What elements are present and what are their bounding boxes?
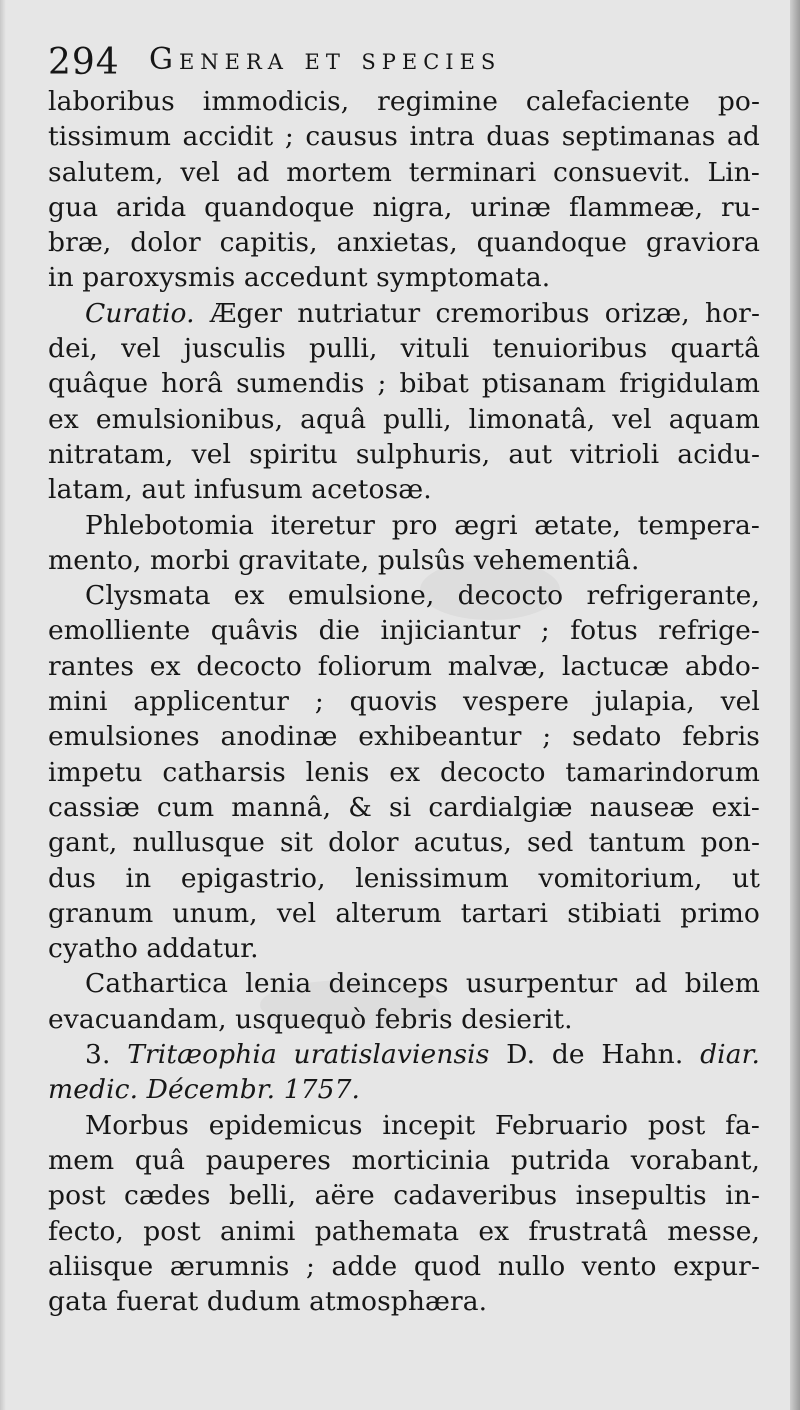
text-line: mem quâ pauperes morticinia putrida vorabant, [48,1144,760,1176]
text-line: emulsiones anodinæ exhibeantur ; sedato febris [48,721,760,753]
page-number: 294 [48,42,120,83]
section-author: D. de Hahn. [489,1039,701,1071]
text-line: emolliente quâvis die injiciantur ; fotus refrige- [48,615,760,647]
page-header [48,38,758,84]
text-line: aliisque ærumnis ; adde quod nullo vento expur- [48,1250,760,1282]
text-line: quâque horâ sumendis ; bibat ptisanam frigidulam [48,368,760,400]
text-line: mento, morbi gravitate, pulsûs vehementiâ. [48,544,640,576]
text-line [48,1037,760,1072]
text-span: Æger nutriatur cremoribus orizæ, hor- [194,297,760,329]
text-line: dus in epigastrio, lenissimum vomitorium, ut [48,862,760,894]
section-source: diar. [700,1039,760,1071]
text-line: fecto, post animi pathemata ex frustratâ messe, [48,1215,760,1247]
text-line: nitratam, vel spiritu sulphuris, aut vitrioli acidu- [48,438,760,470]
running-head: Genera et species [149,42,502,77]
text-line: granum unum, vel alterum tartari stibiati primo [48,897,760,929]
text-line: rantes ex decocto foliorum malvæ, lactucæ abdo- [48,650,760,682]
text-line: tissimum accidit ; causus intra duas septimanas ad [48,121,760,153]
text-line: Phlebotomia iteretur pro ægri ætate, tempera- [85,509,760,541]
curatio-heading: Curatio. [85,297,195,329]
text-line: gua arida quandoque nigra, urinæ flammeæ, ru- [48,191,760,223]
text-line: gata fuerat dudum atmosphæra. [48,1286,488,1318]
section-title: Tritæophia uratislaviensis [127,1039,490,1071]
text-line: laboribus immodicis, regimine calefaciente po- [48,86,760,117]
text-line: Cathartica lenia deinceps usurpentur ad bilem [85,968,760,1000]
text-line: impetu catharsis lenis ex decocto tamarindorum [48,756,760,788]
text-line: latam, aut infusum acetosæ. [48,474,432,506]
text-line: in paroxysmis accedunt symptomata. [48,262,551,294]
text-line: gant, nullusque sit dolor acutus, sed tantum pon- [48,827,760,859]
text-line: post cædes belli, aëre cadaveribus insepultis in- [48,1180,760,1212]
section-number: 3. [85,1039,128,1071]
text-line: medic. Décembr. 1757. [48,1074,361,1106]
text-line: bræ, dolor capitis, anxietas, quandoque graviora [48,227,760,259]
text-line: Morbus epidemicus incepit Februario post fa- [85,1109,760,1141]
page-right-edge [790,0,800,1410]
text-line [48,296,760,331]
text-line: mini applicentur ; quovis vespere julapia, vel [48,686,760,718]
text-line: Clysmata ex emulsione, decocto refrigerante, [85,580,760,612]
text-line: cassiæ cum mannâ, & si cardialgiæ nauseæ exi- [48,791,760,823]
text-line: evacuandam, usquequò febris desierit. [48,1003,573,1035]
body-text [48,84,760,1319]
text-line: salutem, vel ad mortem terminari consuevit. Lin- [48,156,760,188]
text-line: dei, vel jusculis pulli, vituli tenuioribus quartâ [48,333,760,365]
text-line: cyatho addatur. [48,933,259,965]
page-left-edge [0,0,6,1410]
text-line: ex emulsionibus, aquâ pulli, limonatâ, vel aquam [48,403,760,435]
